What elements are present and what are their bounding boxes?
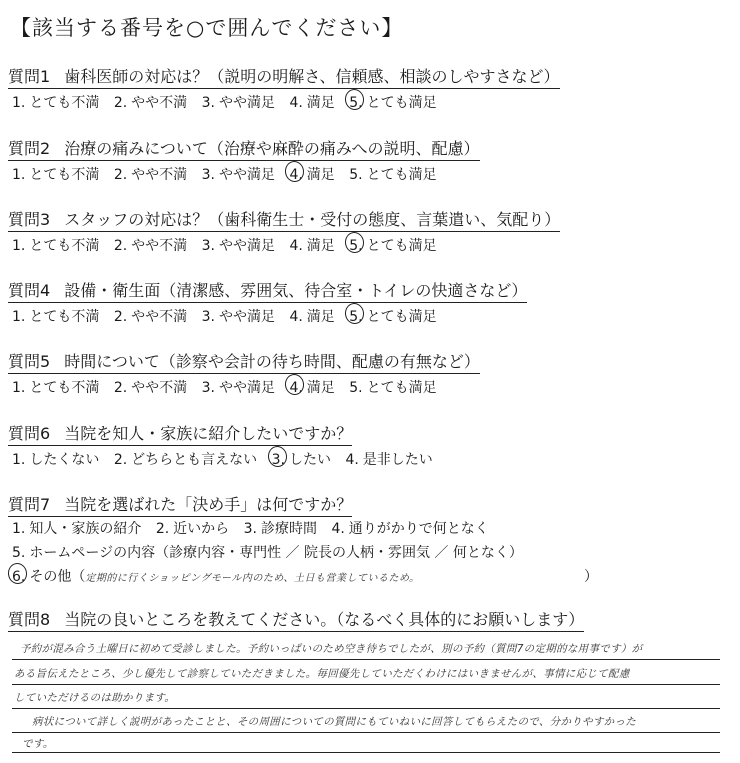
question-8-title (8, 607, 584, 632)
other-handwritten-answer[interactable]: 定期的に行くショッピングモール内のため、土日も営業しているため。 (85, 573, 420, 584)
q2-option-5[interactable]: 5. とても満足 (349, 167, 437, 183)
q6-option-2[interactable]: 2. どちらとも言えない (113, 452, 258, 468)
other-close-paren: ） (584, 569, 598, 585)
question-7-options-row-1 (12, 518, 499, 538)
q7-option-3[interactable]: 3. 診療時間 (243, 521, 317, 537)
question-1-number: 質問1 (8, 67, 51, 86)
question-3-number: 質問3 (8, 210, 51, 229)
q6-option-1[interactable]: 1. したくない (12, 452, 100, 468)
question-4-title (8, 278, 527, 303)
question-3-text: スタッフの対応は？（歯科衛生士・受付の態度、言葉遣い、気配り） (64, 210, 561, 229)
q1-option-4[interactable]: 4. 満足 (289, 95, 335, 111)
question-5-text: 時間について（診察や会計の待ち時間、配慮の有無など） (64, 352, 480, 371)
q4-option-3[interactable]: 3. やや満足 (201, 309, 275, 325)
instruction-heading: 【該当する番号を○で囲んでください】 (10, 16, 404, 40)
question-1-title (8, 64, 560, 89)
q1-option-5[interactable]: 5. とても満足 (349, 92, 436, 112)
q7-option-5[interactable]: 5. ホームページの内容（診療内容・専門性 ／ 院長の人柄・雰囲気 ／ 何となく） (12, 545, 523, 561)
answer-line-4[interactable]: 病状について詳しく説明があったことと、その周囲についての質問にもていねいに回答してもらえたので、分かりやすかった (32, 716, 637, 728)
answer-rule-1 (12, 659, 720, 660)
q7-option-6[interactable]: 6. その他（定期的に行くショッピングモール内のため、土日も営業しているため。 (12, 566, 420, 586)
question-2-options (12, 164, 447, 184)
answer-rule-2 (12, 684, 720, 685)
q4-option-2[interactable]: 2. やや不満 (113, 309, 188, 325)
answer-rule-3 (12, 708, 720, 709)
q4-option-1[interactable]: 1. とても不満 (12, 309, 100, 325)
q2-option-4[interactable]: 4. 満足 (289, 164, 334, 184)
q2-option-1[interactable]: 1. とても不満 (12, 167, 100, 183)
question-5-options (12, 377, 447, 397)
question-5-number: 質問5 (8, 352, 51, 371)
question-6-text: 当院を知人・家族に紹介したいですか？ (64, 424, 353, 443)
question-8-text: 当院の良いところを教えてください。（なるべく具体的にお願いします） (64, 610, 585, 629)
question-7-number: 質問7 (8, 495, 51, 514)
answer-line-2[interactable]: ある旨伝えたところ、少し優先して診察していただきました。毎回優先していただくわけにはいきませんが、事情に応じて配慮 (14, 668, 630, 680)
q5-option-2[interactable]: 2. やや不満 (113, 380, 188, 396)
answer-line-5[interactable]: です。 (22, 738, 54, 750)
question-2-number: 質問2 (8, 139, 51, 158)
q7-option-1[interactable]: 1. 知人・家族の紹介 (12, 521, 142, 537)
q5-option-3[interactable]: 3. やや満足 (201, 380, 275, 396)
q3-option-3[interactable]: 3. やや満足 (201, 238, 275, 254)
question-1-text: 歯科医師の対応は？（説明の明解さ、信頼感、相談のしやすさなど） (64, 67, 560, 86)
q5-option-1[interactable]: 1. とても不満 (12, 380, 100, 396)
q2-option-3[interactable]: 3. やや満足 (201, 167, 275, 183)
q4-option-5[interactable]: 5. とても満足 (349, 306, 436, 326)
selection-circle (7, 562, 29, 585)
q3-option-5[interactable]: 5. とても満足 (349, 235, 436, 255)
question-4-options (12, 306, 447, 326)
question-7-options-row-3 (12, 566, 598, 586)
q1-option-3[interactable]: 3. やや満足 (201, 95, 275, 111)
q3-option-4[interactable]: 4. 満足 (289, 238, 335, 254)
question-4-number: 質問4 (8, 281, 51, 300)
question-3-title (8, 207, 560, 232)
question-6-options (12, 449, 443, 469)
question-6-number: 質問6 (8, 424, 51, 443)
question-8-number: 質問8 (8, 610, 51, 629)
question-7-options-row-2 (12, 542, 533, 562)
q5-option-4[interactable]: 4. 満足 (289, 377, 334, 397)
q4-option-4[interactable]: 4. 満足 (289, 309, 335, 325)
question-7-title (8, 492, 352, 517)
q3-option-2[interactable]: 2. やや不満 (113, 238, 188, 254)
q3-option-1[interactable]: 1. とても不満 (12, 238, 100, 254)
q7-option-4[interactable]: 4. 通りがかりで何となく (331, 521, 489, 537)
q1-option-1[interactable]: 1. とても不満 (12, 95, 100, 111)
question-5-title (8, 349, 480, 374)
q5-option-5[interactable]: 5. とても満足 (349, 380, 437, 396)
q6-option-4[interactable]: 4. 是非したい (345, 452, 433, 468)
question-2-title (8, 136, 480, 161)
answer-rule-5 (12, 752, 720, 753)
q2-option-2[interactable]: 2. やや不満 (113, 167, 188, 183)
question-1-options (12, 92, 447, 112)
question-3-options (12, 235, 447, 255)
q6-option-3[interactable]: 3. したい (272, 449, 331, 469)
question-2-text: 治療の痛みについて（治療や麻酔の痛みへの説明、配慮） (64, 139, 480, 158)
question-6-title (8, 421, 352, 446)
answer-rule-4 (12, 732, 720, 733)
question-7-text: 当院を選ばれた「決め手」は何ですか？ (64, 495, 353, 514)
question-4-text: 設備・衛生面（清潔感、雰囲気、待合室・トイレの快適さなど） (64, 281, 528, 300)
answer-line-3[interactable]: していただけるのは助かります。 (14, 692, 176, 704)
q1-option-2[interactable]: 2. やや不満 (113, 95, 188, 111)
q7-option-2[interactable]: 2. 近いから (155, 521, 230, 537)
answer-line-1[interactable]: 予約が混み合う土曜日に初めて受診しました。予約いっぱいのため空き待ちでしたが、別の予約（質問7の定期的な用事です）が (20, 643, 643, 655)
